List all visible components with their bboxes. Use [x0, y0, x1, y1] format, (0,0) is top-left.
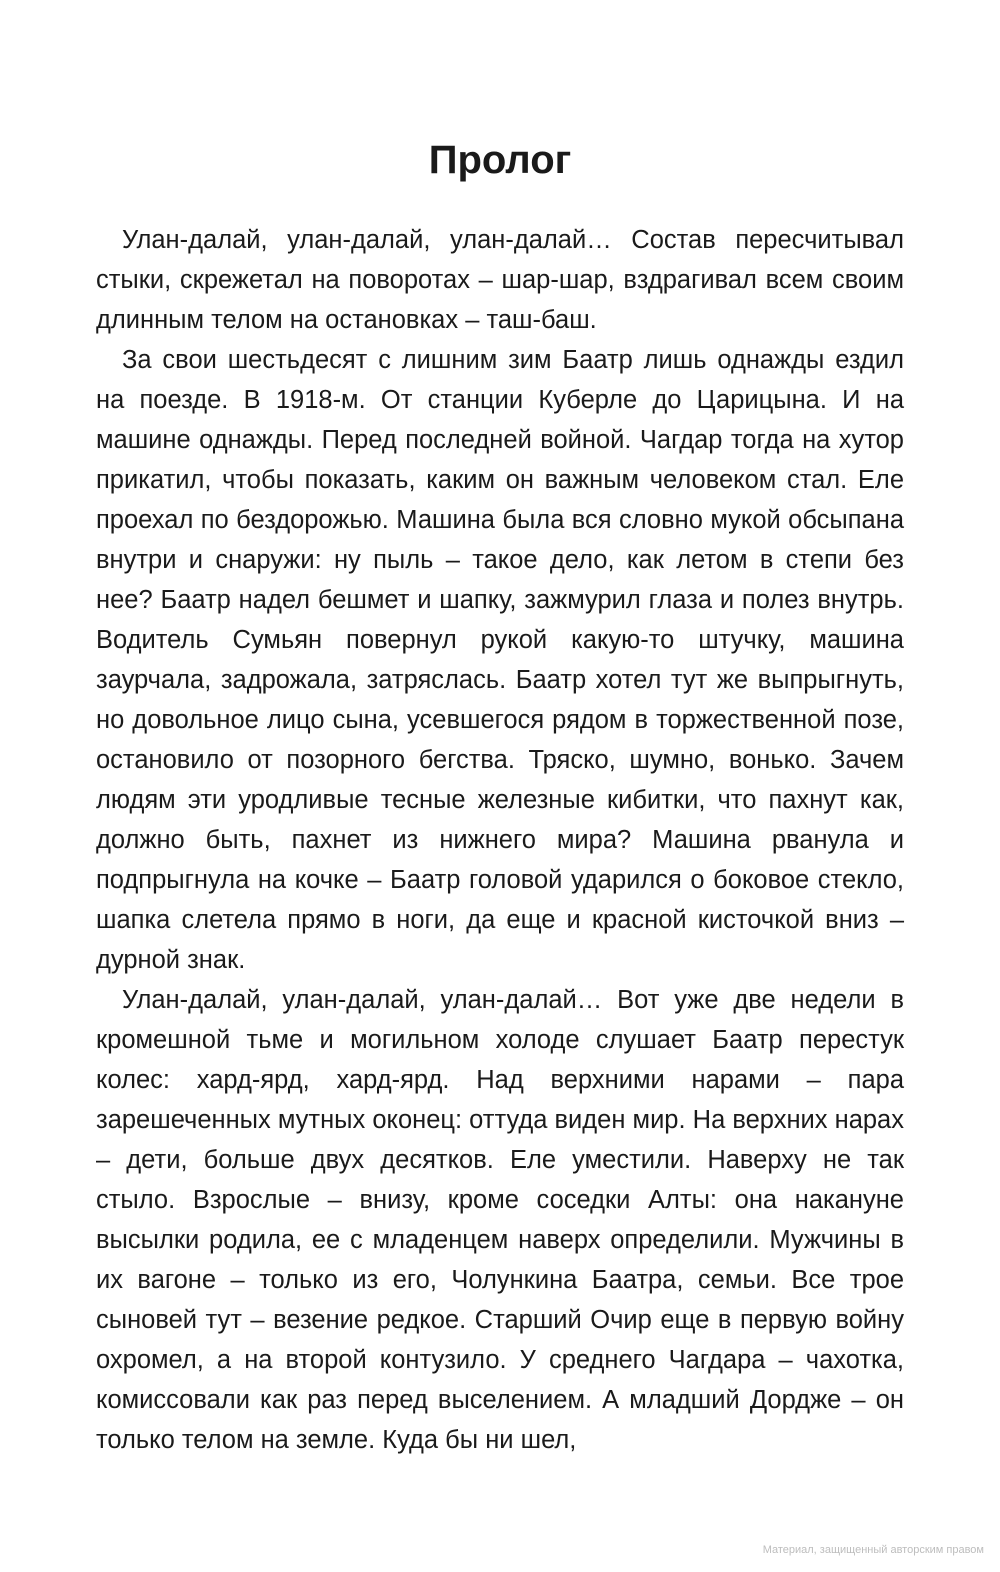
paragraph: За свои шестьдесят с лишним зим Баатр лишь однажды ездил на поезде. В 1918-м. От станции Куберле до Царицына. И на машине однажды. Перед последней войной. Чагдар тогда на хутор прикатил, чтобы показать, каким он важным человеком стал. Еле проехал по бездорожью. Машина была вся словно мукой обсыпана внутри и снаружи: ну пыль – такое дело, как летом в степи без нее? Баатр надел бешмет и шапку, зажмурил глаза и полез внутрь. Водитель Сумьян повернул рукой какую-то штучку, машина заурчала, задрожала, затряслась. Баатр хотел тут же выпрыгнуть, но довольное лицо сына, усевшегося рядом в торжественной позе, остановило от позорного бегства. Тряско, шумно, вонько. Зачем людям эти уродливые тесные железные кибитки, что пахнут как, должно быть, пахнет из нижнего мира? Машина рванула и подпрыгнула на кочке – Баатр головой ударился о боковое стекло, шапка слетела прямо в ноги, да еще и красной кисточкой вниз – дурной знак. — [96, 346, 904, 974]
copyright-watermark: Материал, защищенный авторским правом — [762, 1544, 984, 1556]
chapter-title: Пролог — [428, 138, 572, 182]
book-page — [96, 130, 904, 1460]
paragraph: Улан-далай, улан-далай, улан-далай… Состав пересчитывал стыки, скрежетал на поворотах – шар-шар, вздрагивал всем своим длинным телом на остановках – таш-баш. — [96, 226, 904, 334]
chapter-body — [96, 220, 904, 1460]
paragraph: Улан-далай, улан-далай, улан-далай… Вот уже две недели в кромешной тьме и могильном холоде слушает Баатр перестук колес: хард-ярд, хард-ярд. Над верхними нарами – пара зарешеченных мутных оконец: оттуда виден мир. На верхних нарах – дети, больше двух десятков. Еле уместили. Наверху не так стыло. Взрослые – внизу, кроме соседки Алты: она накануне высылки родила, ее с младенцем наверх определили. Мужчины в их вагоне – только из его, Чолункина Баатра, семьи. Все трое сыновей тут – везение редкое. Старший Очир еще в первую войну охромел, а на второй контузило. У среднего Чагдара – чахотка, комиссовали как раз перед выселением. А младший Дордже – он только телом на земле. Куда бы ни шел, — [96, 986, 904, 1454]
